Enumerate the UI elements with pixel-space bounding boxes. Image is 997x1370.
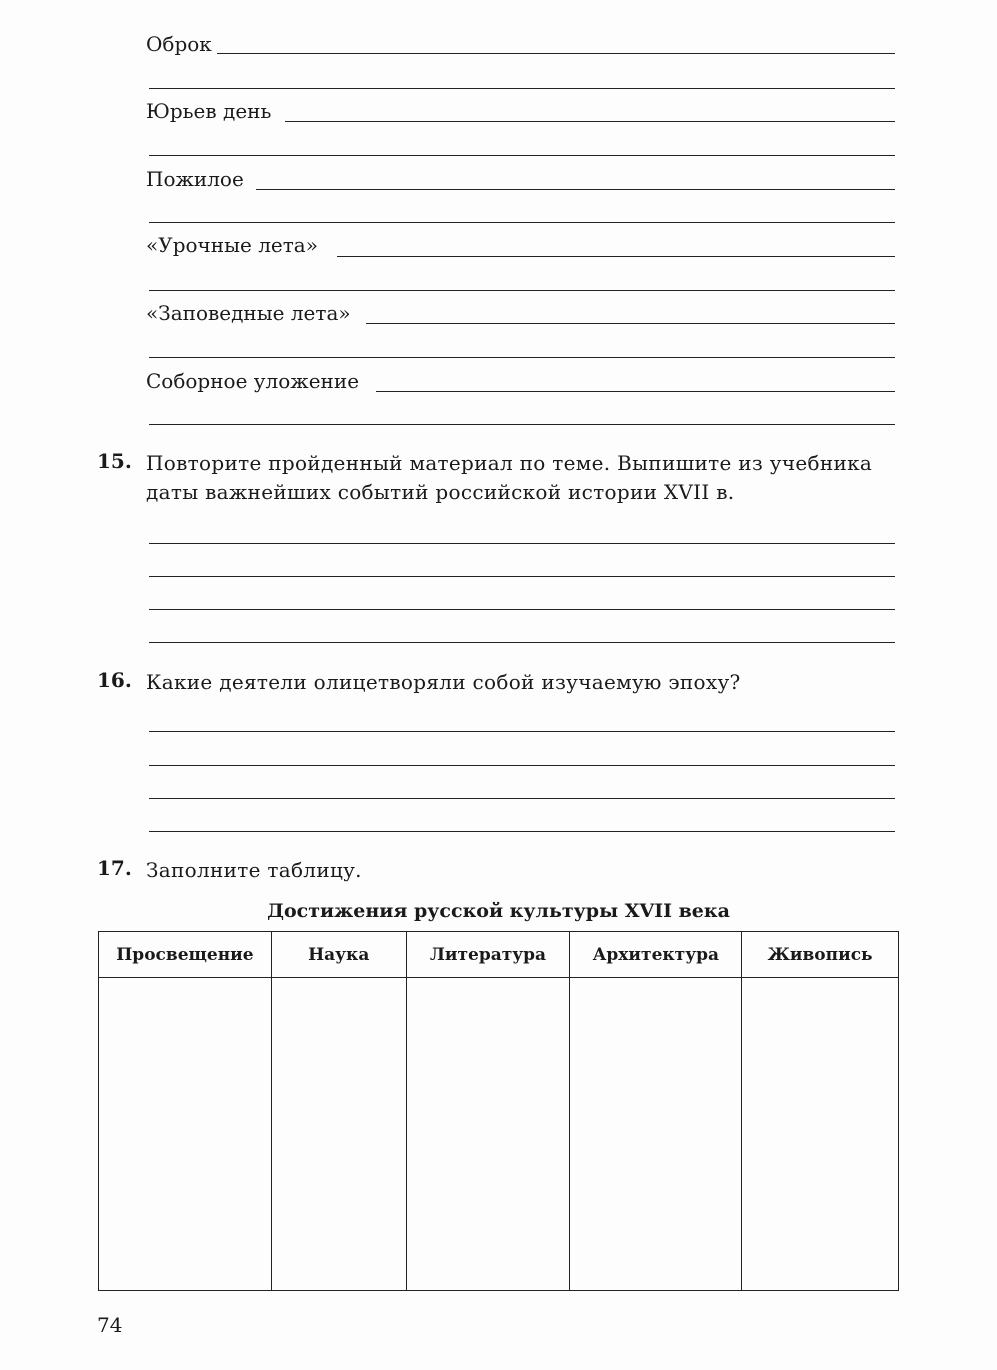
- answer-line[interactable]: [149, 222, 895, 223]
- answer-line[interactable]: [376, 391, 895, 392]
- answer-line[interactable]: [149, 831, 895, 832]
- question-number: 17.: [97, 856, 132, 880]
- table-cell[interactable]: [271, 978, 406, 1291]
- answer-line[interactable]: [149, 798, 895, 799]
- column-header: Литература: [406, 932, 570, 978]
- answer-line[interactable]: [149, 731, 895, 732]
- culture-table: [98, 931, 899, 1291]
- term-zapovednye-leta: «Заповедные лета»: [146, 301, 351, 325]
- term-urochnye-leta: «Урочные лета»: [146, 233, 318, 257]
- answer-line[interactable]: [149, 290, 895, 291]
- answer-line[interactable]: [149, 424, 895, 425]
- term-pozhiloe: Пожилое: [146, 167, 244, 191]
- answer-line[interactable]: [256, 189, 895, 190]
- answer-line[interactable]: [149, 765, 895, 766]
- term-yuriev-den: Юрьев день: [146, 99, 272, 123]
- answer-line[interactable]: [149, 543, 895, 544]
- answer-line[interactable]: [337, 256, 895, 257]
- column-header: Живопись: [742, 932, 899, 978]
- table-cell[interactable]: [570, 978, 742, 1291]
- answer-line[interactable]: [149, 88, 895, 89]
- table-row: [99, 978, 899, 1291]
- question-text: Заполните таблицу.: [146, 858, 362, 882]
- answer-line[interactable]: [149, 642, 895, 643]
- column-header: Просвещение: [99, 932, 272, 978]
- answer-line[interactable]: [149, 609, 895, 610]
- table-cell[interactable]: [406, 978, 570, 1291]
- answer-line[interactable]: [149, 357, 895, 358]
- answer-line[interactable]: [285, 121, 895, 122]
- answer-line[interactable]: [149, 155, 895, 156]
- answer-line[interactable]: [217, 53, 895, 54]
- answer-line[interactable]: [366, 323, 895, 324]
- question-text: Какие деятели олицетворяли собой изучаемую эпоху?: [146, 670, 741, 694]
- question-text: Повторите пройденный материал по теме. Выпишите из учебника даты важнейших событий российской истории XVII в.: [146, 451, 873, 504]
- term-sobornoe-ulozhenie: Соборное уложение: [146, 369, 360, 393]
- table-cell[interactable]: [742, 978, 899, 1291]
- question-number: 15.: [97, 449, 132, 473]
- column-header: Наука: [271, 932, 406, 978]
- table-title: Достижения русской культуры XVII века: [267, 900, 730, 922]
- table-cell[interactable]: [99, 978, 272, 1291]
- answer-line[interactable]: [149, 576, 895, 577]
- question-number: 16.: [97, 668, 132, 692]
- column-header: Архитектура: [570, 932, 742, 978]
- term-obrok: Оброк: [146, 32, 212, 56]
- table-header-row: [99, 932, 899, 978]
- page-number: 74: [97, 1313, 123, 1337]
